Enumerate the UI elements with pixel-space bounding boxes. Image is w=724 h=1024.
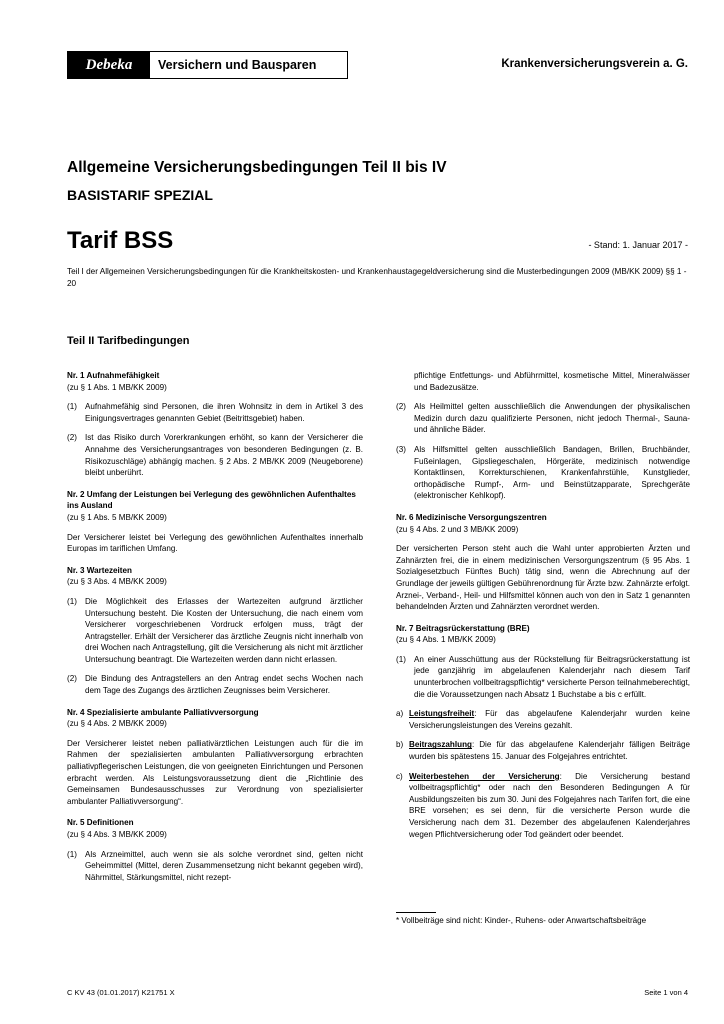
item-number: (3) xyxy=(396,444,406,454)
nr1-ref: (zu § 1 Abs. 1 MB/KK 2009) xyxy=(67,382,167,392)
section-title: Teil II Tarifbedingungen xyxy=(67,335,190,347)
nr2-ref: (zu § 1 Abs. 5 MB/KK 2009) xyxy=(67,512,167,522)
nr1-item1 xyxy=(67,401,363,424)
nr7-ref: (zu § 4 Abs. 1 MB/KK 2009) xyxy=(396,635,496,645)
item-text: : Die Versicherung bestand vollbeitragspflichtig* oder nach den Besonderen Bedingungen A für Ausbildungszeiten bis zum 30. Juni des Folgejahres nach Tarifen fort, die eine BRE vorsehen; es sei denn, für die versicherte Person wurde die Versicherung nach dem 31. Dezember des abgelaufenen Kalenderjahres wegen Pflichtversicherung oder Tod geändert oder beendet. xyxy=(409,771,690,839)
item-text: : Für das abgelaufene Kalenderjahr wurden keine Versicherungsleistungen des Vereins gezahlt. xyxy=(409,709,690,730)
nr7-title: Nr. 7 Beitragsrückerstattung (BRE) xyxy=(396,623,530,633)
item-number: (1) xyxy=(67,596,77,606)
item-text: Aufnahmefähig sind Personen, die ihren Wohnsitz in dem in Artikel 3 des Einigungsvertrages genannten Gebiet (Beitrittsgebiet) haben. xyxy=(85,402,363,423)
nr3-item1 xyxy=(67,596,363,666)
right-column xyxy=(396,370,690,840)
nr2-text: Der Versicherer leistet bei Verlegung des gewöhnlichen Aufenthaltes innerhalb Europas im tariflichen Umfang. xyxy=(67,532,363,554)
nr1-item2 xyxy=(67,432,363,478)
nr5-ref: (zu § 4 Abs. 3 MB/KK 2009) xyxy=(67,830,167,839)
item-number: (2) xyxy=(67,433,77,443)
item-text: Die Möglichkeit des Erlasses der Wartezeiten aufgrund ärztlicher Untersuchung besteht. Die Kosten der Untersuchung, die nach einem vom Versicherer vorgeschriebenen Vordruck erfolgen muss, trägt der Antragsteller. Erhält der Versicherer das ärztliche Zeugnis nicht innerhalb von drei Wochen nach Antragstellung, gilt die Versicherung als nicht mit ärztlicher Untersuchung beantragt. Die Wartezeiten werden dann nicht erlassen. xyxy=(85,596,363,664)
nr3-title: Nr. 3 Wartezeiten xyxy=(67,565,132,575)
nr7-item-a xyxy=(396,708,690,731)
item-text: : Die für das abgelaufene Kalenderjahr fälligen Beiträge wurden bis spätestens 15. Januar des Folgejahres entrichtet. xyxy=(409,740,690,762)
page-number: Seite 1 von 4 xyxy=(644,988,688,997)
document-title: Allgemeine Versicherungsbedingungen Teil II bis IV xyxy=(67,159,447,176)
nr5-item2 xyxy=(396,401,690,436)
item-text: Als Arzneimittel, auch wenn sie als solche verordnet sind, gelten nicht Geheimmittel (Mittel, deren Zusammensetzung nicht bekannt gegeben wird), Nährmittel, Stärkungsmittel, nicht rezept- xyxy=(85,849,363,882)
stand-date: - Stand: 1. Januar 2017 - xyxy=(588,240,688,250)
nr7-item-b xyxy=(396,739,690,762)
nr5-item1 xyxy=(67,849,363,884)
item-text: Die Bindung des Antragstellers an den Antrag endet sechs Wochen nach dem Tage des Zugangs des ärztlichen Zeugnisses beim Versicherer. xyxy=(85,674,363,696)
document-subtitle: BASISTARIF SPEZIAL xyxy=(67,187,213,203)
item-number: (1) xyxy=(67,402,77,412)
nr5-title: Nr. 5 Definitionen xyxy=(67,818,134,828)
item-text: pflichtige Entfettungs- und Abführmittel, kosmetische Mittel, Mineralwässer und Badezusätze. xyxy=(414,371,690,392)
nr4-ref: (zu § 4 Abs. 2 MB/KK 2009) xyxy=(67,719,167,729)
nr6-title: Nr. 6 Medizinische Versorgungszentren xyxy=(396,512,547,522)
footnote: * Vollbeiträge sind nicht: Kinder-, Ruhens- oder Anwartschaftsbeiträge xyxy=(396,916,647,925)
item-letter: b) xyxy=(396,740,404,750)
nr3-item2 xyxy=(67,673,363,696)
item-text: Ist das Risiko durch Vorerkrankungen erhöht, so kann der Versicherer die Annahme des Versicherungsantrages von besonderen Bedingungen (z. B. Risikozuschläge) abhängig machen. § 2 Abs. 2 MB/KK 2009 (Neugeborene) bleibt unberührt. xyxy=(85,433,363,478)
intro-text: Teil I der Allgemeinen Versicherungsbedingungen für die Krankheitskosten- und Krankenhaustagegeldversicherung sind die Musterbedingungen 2009 (MB/KK 2009) §§ 1 - 20 xyxy=(67,267,687,288)
tarif-title: Tarif BSS xyxy=(67,227,174,254)
nr5-item1-continued xyxy=(396,370,690,393)
footnote-divider xyxy=(396,912,436,913)
item-text: Als Hilfsmittel gelten ausschließlich Bandagen, Brillen, Bruchbänder, Fußeinlagen, Gipsliegeschalen, Hörgeräte, medizinisch notwendige Kontaktlinsen, Korrekturschienen, Krankenfahrstühle, Kunstglieder, orthopädische Rumpf-, Arm- und Beinstützapparate, Sprechgeräte (elektronischer Kehlkopf). xyxy=(414,444,690,501)
item-text: Als Heilmittel gelten ausschließlich die Anwendungen der physikalischen Medizin durch dazu qualifizierte Personen, nicht jedoch Thermal-, Sauna- und ähnliche Bäder. xyxy=(414,402,690,435)
item-number: (2) xyxy=(67,674,77,684)
nr6-ref: (zu § 4 Abs. 2 und 3 MB/KK 2009) xyxy=(396,524,519,534)
item-heading: Beitragszahlung xyxy=(409,740,472,750)
logo-tagline: Versichern und Bausparen xyxy=(158,58,317,72)
nr7-item-c xyxy=(396,771,690,841)
logo-brand: Debeka xyxy=(68,52,150,78)
item-number: (2) xyxy=(396,402,406,412)
item-text: An einer Ausschüttung aus der Rückstellung für Beitragsrückerstattung ist jede ganzjährig im abgelaufenen Kalenderjahr nach diesem Tarif ununterbrochen vollbeitragspflichtig* versicherte Person teilnahmeberechtigt, die die Voraussetzungen nach Absatz 1 Buchstabe a bis c erfüllt. xyxy=(414,654,690,699)
item-heading: Leistungsfreiheit xyxy=(409,709,475,719)
left-column xyxy=(67,370,363,883)
document-code: C KV 43 (01.01.2017) K21751 X xyxy=(67,988,175,997)
logo xyxy=(67,51,348,79)
nr2-title: Nr. 2 Umfang der Leistungen bei Verlegung des gewöhnlichen Aufenthaltes ins Ausland xyxy=(67,489,356,511)
item-letter: c) xyxy=(396,771,403,781)
nr1-title: Nr. 1 Aufnahmefähigkeit xyxy=(67,371,160,380)
company-name: Krankenversicherungsverein a. G. xyxy=(501,58,688,70)
nr4-text: Der Versicherer leistet neben palliativärztlichen Leistungen auch für die im Rahmen der spezialisierten ambulanten Palliativversorgung erbrachten palliativpflegerischen Leistungen, die von geeigneten Einrichtungen und Personen erbracht werden. Als Leistungsvoraussetzung dient die „Richtlinie des Gemeinsamen Bundesausschusses zur Verordnung von spezialisierter ambulanter Palliativversorgung“. xyxy=(67,738,363,806)
nr3-ref: (zu § 3 Abs. 4 MB/KK 2009) xyxy=(67,577,167,587)
item-letter: a) xyxy=(396,709,404,719)
nr6-text: Der versicherten Person steht auch die Wahl unter approbierten Ärzten und Zahnärzten frei, die in einem medizinischen Versorgungszentrum (§ 95 Abs. 1 Sozialgesetzbuch Fünftes Buch) tätig sind, wenn die Abrechnung auf der Grundlage der jeweils gültigen Gebührenordnung für Ärzte bzw. Zahnärzte erfolgt. Arznei-, Verband-, Heil- und Hilfsmittel können auch von den in Satz 1 genannten behandelnden Ärzten und Zahnärzten verordnet werden. xyxy=(396,544,690,612)
nr5-item3 xyxy=(396,444,690,502)
nr4-title: Nr. 4 Spezialisierte ambulante Palliativversorgung xyxy=(67,707,259,717)
item-heading: Weiterbestehen der Versicherung xyxy=(409,771,560,781)
nr7-item1 xyxy=(396,654,690,700)
item-number: (1) xyxy=(67,849,77,859)
item-number: (1) xyxy=(396,654,406,664)
